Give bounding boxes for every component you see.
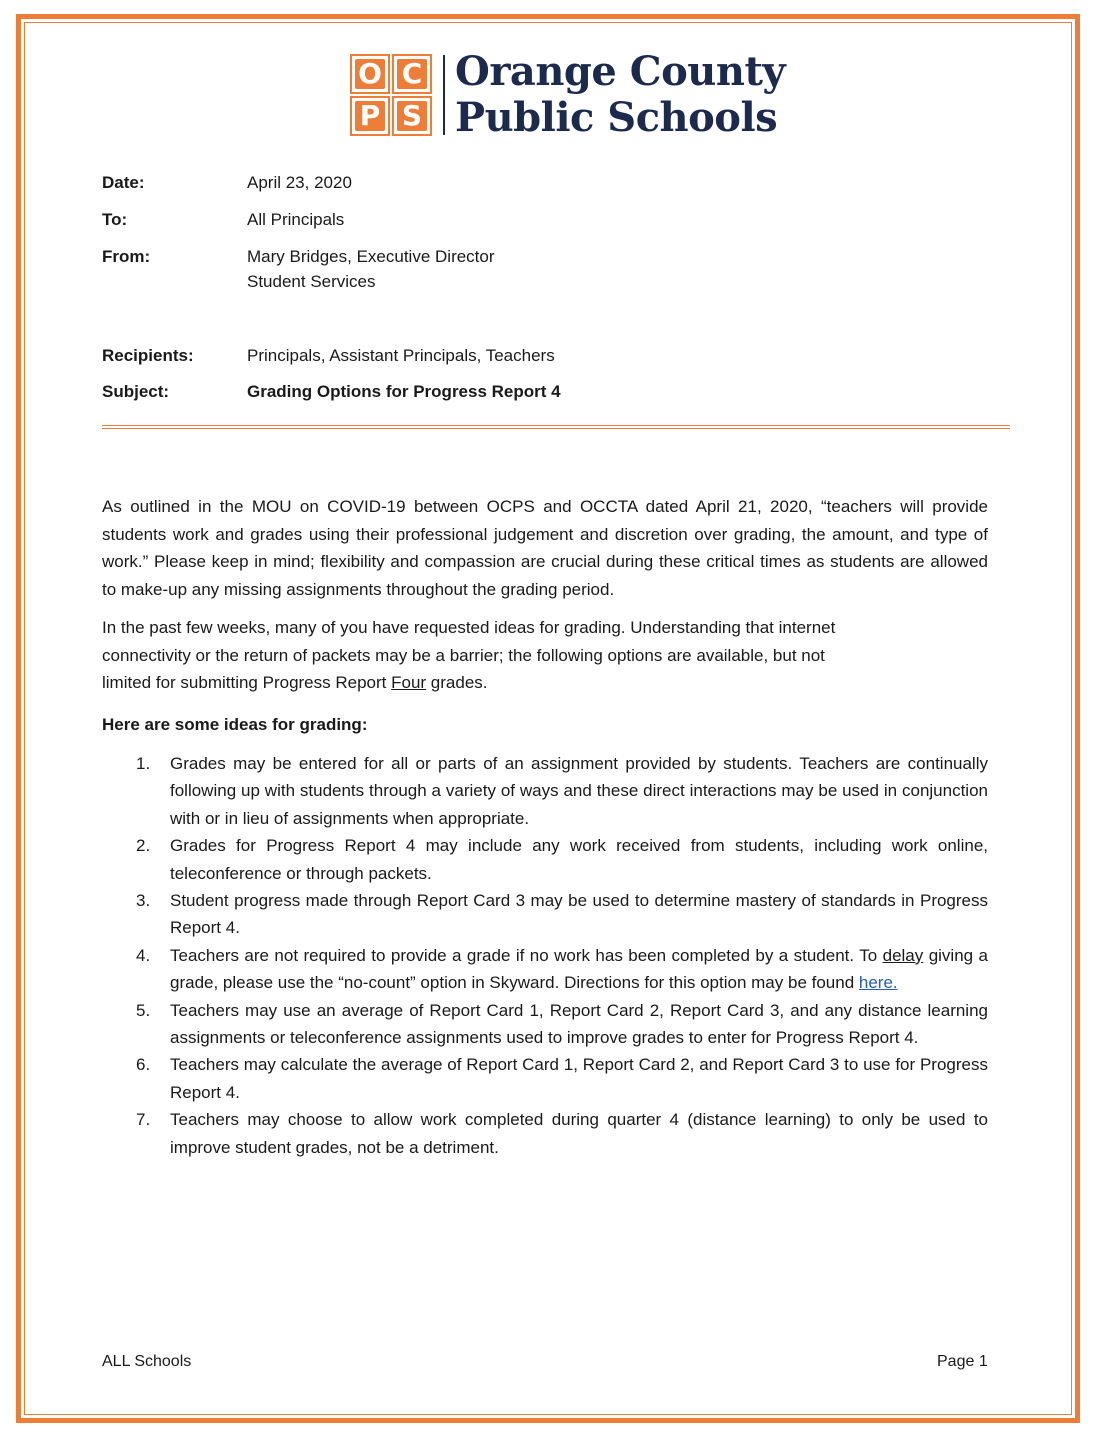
list-item-number: 1.	[136, 754, 151, 773]
list-item-text: Teachers may calculate the average of Report Card 1, Report Card 2, and Report Card 3 to use for Progress Report 4.	[170, 1055, 988, 1102]
list-item-text-before: Teachers are not required to provide a grade if no work has been completed by a student. To	[170, 945, 883, 965]
context-line3: limited for submitting Progress Report Four grades.	[102, 673, 488, 692]
to-label: To:	[102, 210, 128, 229]
context-line2: connectivity or the return of packets may be a barrier; the following options are available, but not	[102, 645, 825, 665]
list-item-text: Grades may be entered for all or parts of an assignment provided by students. Teachers are continually following up with students through a variety of ways and these direct interactions may be used in conjunction with or in lieu of assignments when appropriate.	[170, 754, 988, 828]
list-item-text: Grades for Progress Report 4 may include any work received from students, including work online, teleconference or through packets.	[170, 836, 988, 883]
date-label: Date:	[102, 173, 145, 192]
ocps-logo	[350, 48, 786, 141]
list-item	[102, 1106, 988, 1161]
recipients-label: Recipients:	[102, 346, 194, 365]
context-paragraph	[102, 614, 988, 697]
subject-value: Grading Options for Progress Report 4	[247, 382, 561, 401]
recipients-value: Principals, Assistant Principals, Teachers	[247, 346, 555, 365]
emphasis-four: Four	[391, 673, 427, 692]
list-item-text: Teachers may choose to allow work completed during quarter 4 (distance learning) to only be used to improve student grades, not be a detriment.	[170, 1110, 988, 1157]
subject-label: Subject:	[102, 382, 170, 401]
from-label: From:	[102, 247, 151, 266]
context-line1: In the past few weeks, many of you have requested ideas for grading. Understanding that internet	[102, 618, 836, 637]
list-item	[102, 832, 988, 887]
from-value-line1: Mary Bridges, Executive Director	[247, 247, 495, 266]
logo-divider	[443, 55, 445, 135]
ideas-heading: Here are some ideas for grading:	[102, 715, 368, 734]
to-value: All Principals	[247, 210, 345, 229]
organization-name-line2: Public Schools	[455, 94, 778, 141]
date-value: April 23, 2020	[247, 173, 352, 192]
list-item	[102, 887, 988, 942]
list-item-number: 2.	[136, 836, 151, 856]
list-item-text: Teachers may use an average of Report Card 1, Report Card 2, Report Card 3, and any distance learning assignments or teleconference assignments used to improve grades to enter for Progress Report 4.	[170, 1000, 988, 1048]
organization-name-line1: Orange County	[455, 48, 786, 95]
header-divider	[102, 425, 1010, 429]
logo-tiles	[350, 54, 432, 136]
list-item	[102, 750, 988, 832]
list-item-text: Student progress made through Report Card 3 may be used to determine mastery of standards in Progress Report 4.	[170, 891, 988, 938]
logo-tile-c: C	[392, 54, 432, 94]
logo-tile-s: S	[392, 96, 432, 136]
footer-page-number: Page 1	[937, 1353, 988, 1370]
list-item-number: 3.	[136, 891, 151, 911]
footer-audience: ALL Schools	[102, 1353, 192, 1370]
list-item-number: 7.	[136, 1110, 151, 1130]
list-item-text-after: giving a grade, please use the “no-count” option in Skyward. Directions for this option may be found	[170, 945, 988, 993]
organization-name	[455, 49, 785, 141]
ideas-list	[102, 750, 988, 1161]
intro-paragraph: As outlined in the MOU on COVID-19 between OCPS and OCCTA dated April 21, 2020, “teachers will provide students work and grades using their professional judgement and discretion over grading, the amount, and type of work.” Please keep in mind; flexibility and compassion are crucial during these critical times as students are allowed to make-up any missing assignments throughout the grading period.	[102, 497, 988, 599]
directions-link[interactable]: here.	[858, 973, 898, 993]
logo-tile-o: O	[350, 54, 390, 94]
from-value-line2: Student Services	[247, 272, 376, 291]
list-item-number: 4.	[136, 945, 151, 965]
list-item-number: 6.	[136, 1055, 151, 1075]
emphasis-delay: delay	[882, 945, 924, 965]
logo-tile-p: P	[350, 96, 390, 136]
list-item	[102, 942, 988, 997]
list-item-number: 5.	[136, 1000, 151, 1020]
list-item	[102, 1051, 988, 1106]
list-item	[102, 997, 988, 1052]
